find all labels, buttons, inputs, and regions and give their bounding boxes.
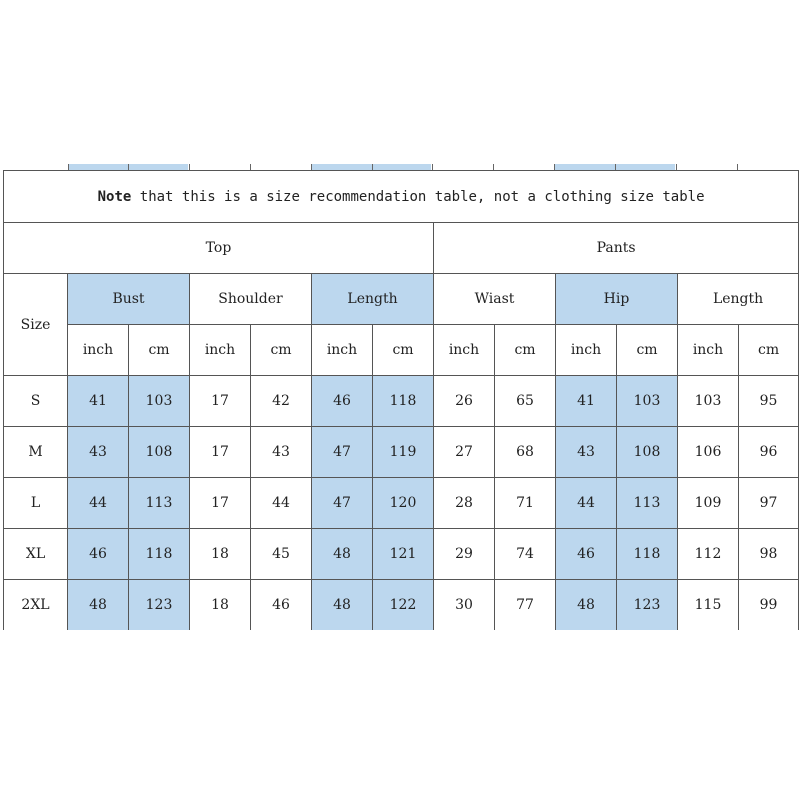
value-cell: 29 <box>434 529 495 580</box>
value-cell: 28 <box>434 478 495 529</box>
measure-header: Shoulder <box>190 274 312 325</box>
value-cell: 41 <box>556 376 617 427</box>
value-cell: 17 <box>190 478 251 529</box>
value-cell: 106 <box>678 427 739 478</box>
value-cell: 30 <box>434 580 495 631</box>
measure-header: Hip <box>556 274 678 325</box>
measure-header: Wiast <box>434 274 556 325</box>
measure-header: Length <box>678 274 799 325</box>
value-cell: 47 <box>312 427 373 478</box>
value-cell: 48 <box>312 580 373 631</box>
value-cell: 109 <box>678 478 739 529</box>
value-cell: 46 <box>312 376 373 427</box>
unit-header: cm <box>739 325 799 376</box>
value-cell: 108 <box>129 427 190 478</box>
value-cell: 41 <box>68 376 129 427</box>
table-row <box>4 529 799 580</box>
value-cell: 45 <box>251 529 312 580</box>
value-cell: 17 <box>190 376 251 427</box>
unit-header: cm <box>251 325 312 376</box>
value-cell: 46 <box>251 580 312 631</box>
unit-header: inch <box>312 325 373 376</box>
value-cell: 71 <box>495 478 556 529</box>
size-cell: 2XL <box>4 580 68 631</box>
size-cell: XL <box>4 529 68 580</box>
unit-header: cm <box>617 325 678 376</box>
value-cell: 26 <box>434 376 495 427</box>
value-cell: 115 <box>678 580 739 631</box>
note-bold: Note <box>97 188 132 205</box>
unit-header: inch <box>434 325 495 376</box>
value-cell: 95 <box>739 376 799 427</box>
value-cell: 44 <box>251 478 312 529</box>
unit-header: cm <box>495 325 556 376</box>
size-cell: S <box>4 376 68 427</box>
unit-header: cm <box>373 325 434 376</box>
value-cell: 113 <box>129 478 190 529</box>
value-cell: 97 <box>739 478 799 529</box>
table-row <box>4 580 799 631</box>
value-cell: 98 <box>739 529 799 580</box>
value-cell: 65 <box>495 376 556 427</box>
value-cell: 27 <box>434 427 495 478</box>
value-cell: 120 <box>373 478 434 529</box>
value-cell: 74 <box>495 529 556 580</box>
value-cell: 43 <box>556 427 617 478</box>
group-top: Top <box>4 223 434 274</box>
value-cell: 103 <box>678 376 739 427</box>
note-text: that this is a size recommendation table, not a clothing size table <box>131 188 705 205</box>
value-cell: 48 <box>312 529 373 580</box>
value-cell: 118 <box>373 376 434 427</box>
note-cell <box>4 171 799 223</box>
value-cell: 68 <box>495 427 556 478</box>
measure-header: Length <box>312 274 434 325</box>
value-cell: 46 <box>556 529 617 580</box>
value-cell: 47 <box>312 478 373 529</box>
value-cell: 48 <box>556 580 617 631</box>
value-cell: 112 <box>678 529 739 580</box>
value-cell: 48 <box>68 580 129 631</box>
value-cell: 96 <box>739 427 799 478</box>
value-cell: 103 <box>129 376 190 427</box>
value-cell: 123 <box>129 580 190 631</box>
value-cell: 99 <box>739 580 799 631</box>
table-row <box>4 427 799 478</box>
value-cell: 118 <box>129 529 190 580</box>
value-cell: 17 <box>190 427 251 478</box>
value-cell: 77 <box>495 580 556 631</box>
unit-header: inch <box>556 325 617 376</box>
value-cell: 44 <box>68 478 129 529</box>
table-row <box>4 478 799 529</box>
size-table <box>3 170 799 630</box>
group-pants: Pants <box>434 223 799 274</box>
value-cell: 118 <box>617 529 678 580</box>
measure-header: Bust <box>68 274 190 325</box>
size-header: Size <box>4 274 68 376</box>
value-cell: 46 <box>68 529 129 580</box>
value-cell: 121 <box>373 529 434 580</box>
unit-header: inch <box>190 325 251 376</box>
value-cell: 123 <box>617 580 678 631</box>
unit-header: inch <box>678 325 739 376</box>
unit-header: cm <box>129 325 190 376</box>
table-row <box>4 376 799 427</box>
value-cell: 113 <box>617 478 678 529</box>
value-cell: 18 <box>190 580 251 631</box>
value-cell: 103 <box>617 376 678 427</box>
unit-header: inch <box>68 325 129 376</box>
value-cell: 122 <box>373 580 434 631</box>
value-cell: 108 <box>617 427 678 478</box>
size-cell: L <box>4 478 68 529</box>
value-cell: 44 <box>556 478 617 529</box>
value-cell: 43 <box>251 427 312 478</box>
value-cell: 18 <box>190 529 251 580</box>
value-cell: 43 <box>68 427 129 478</box>
value-cell: 119 <box>373 427 434 478</box>
size-cell: M <box>4 427 68 478</box>
value-cell: 42 <box>251 376 312 427</box>
